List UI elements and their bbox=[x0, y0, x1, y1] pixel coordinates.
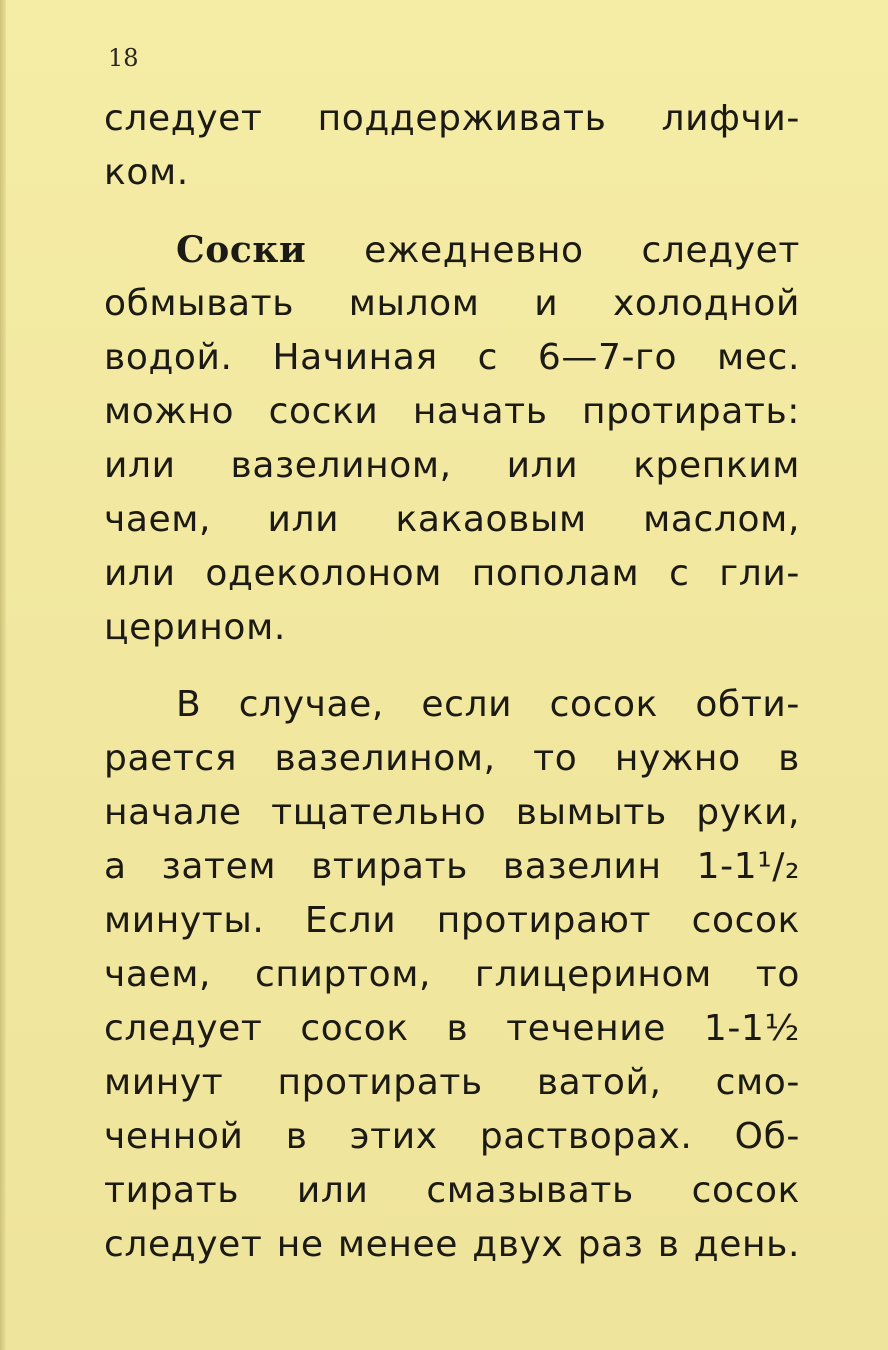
text-line: ченной в этих растворах. Об- bbox=[104, 1116, 800, 1157]
text-line: можно соски начать протирать: bbox=[104, 391, 800, 432]
text-line-with-lead bbox=[104, 223, 800, 277]
lead-word: Соски bbox=[176, 229, 307, 271]
text-line: следует сосок в течение 1-1½ bbox=[104, 1008, 800, 1049]
text-line: чаем, спиртом, глицерином то bbox=[104, 954, 800, 995]
text-line: начале тщательно вымыть руки, bbox=[104, 792, 800, 833]
text-line: или одеколоном пополам с гли- bbox=[104, 553, 800, 594]
text-line: В случае, если сосок обти- bbox=[176, 684, 800, 725]
text-line: или вазелином, или крепким bbox=[104, 445, 800, 486]
text-line: водой. Начиная с 6—7-го мес. bbox=[104, 337, 800, 378]
text-line: церином. bbox=[104, 607, 286, 648]
body-text bbox=[104, 92, 800, 1272]
text-line: а затем втирать вазелин 1-1¹/₂ bbox=[104, 846, 800, 887]
text-line: следует не менее двух раз в день. bbox=[104, 1224, 800, 1265]
text-line-rest: ежедневно следует bbox=[364, 230, 800, 271]
text-line: обмывать мылом и холодной bbox=[104, 283, 800, 324]
page-number: 18 bbox=[108, 44, 139, 72]
text-line: тирать или смазывать сосок bbox=[104, 1170, 800, 1211]
text-line: ком. bbox=[104, 152, 189, 193]
paragraph-2 bbox=[104, 223, 800, 655]
text-line: рается вазелином, то нужно в bbox=[104, 738, 800, 779]
text-line: следует поддерживать лифчи- bbox=[104, 98, 800, 139]
text-line: чаем, или какаовым маслом, bbox=[104, 499, 800, 540]
paragraph-1 bbox=[104, 92, 800, 200]
text-line: минуты. Если протирают сосок bbox=[104, 900, 800, 941]
text-line: минут протирать ватой, смо- bbox=[104, 1062, 800, 1103]
page-left-edge bbox=[0, 0, 6, 1350]
paragraph-3 bbox=[104, 678, 800, 1272]
